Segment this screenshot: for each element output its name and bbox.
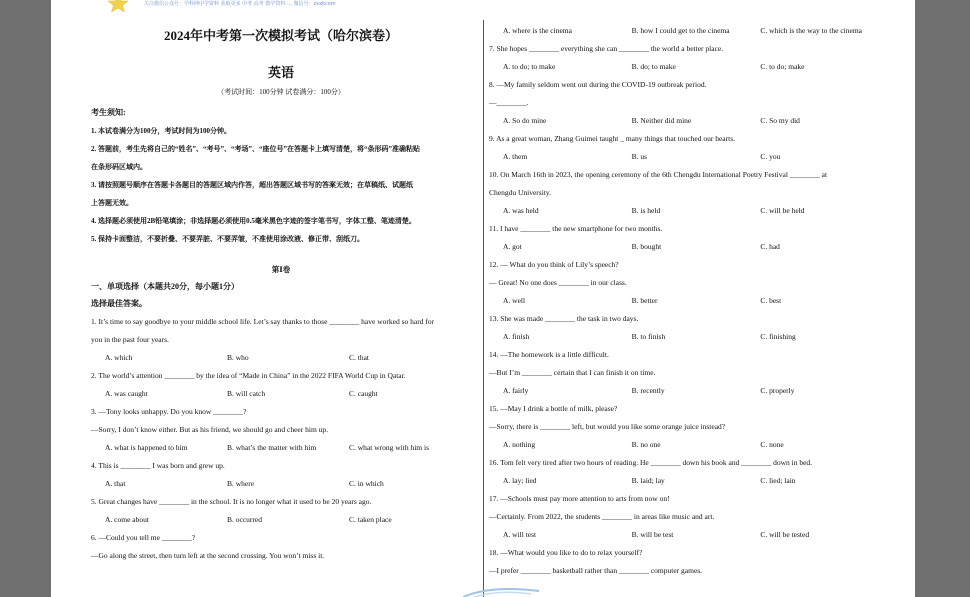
notice-item: 5. 保持卡面整洁，不要折叠、不要弄脏、不要弄皱，不准使用涂改液、修正带、刮纸刀。 xyxy=(91,235,364,243)
option-c: C. will be held xyxy=(760,206,805,215)
question-line: 4. This is ________ I was born and grew up. xyxy=(91,461,225,470)
question-line: Chengdu University. xyxy=(489,188,552,197)
question-line: 6. —Could you tell me ________? xyxy=(91,533,196,542)
notice-item: 1. 本试卷满分为100分，考试时间为100分钟。 xyxy=(91,127,231,135)
option-a: A. well xyxy=(503,296,526,305)
options-row xyxy=(489,328,889,346)
question-line: —________. xyxy=(489,98,529,107)
option-c: C. what wrong with him is xyxy=(349,443,429,452)
option-c: C. in which xyxy=(349,479,384,488)
question-line: 8. —My family seldom went out during the COVID-19 outbreak period. xyxy=(489,80,707,89)
options-row xyxy=(489,58,889,76)
question-line: —Sorry, I don’t know either. But as his friend, we should go and cheer him up. xyxy=(91,425,329,434)
options-row xyxy=(91,349,471,367)
options-row xyxy=(489,238,889,256)
option-a: A. to do; to make xyxy=(503,62,556,71)
options-row xyxy=(91,475,471,493)
option-b: B. who xyxy=(227,353,249,362)
option-b: B. is held xyxy=(631,206,661,215)
exam-page xyxy=(51,0,915,597)
option-a: A. was held xyxy=(503,206,539,215)
option-a: A. nothing xyxy=(503,440,536,449)
option-b: B. where xyxy=(227,479,255,488)
option-c: C. to do; make xyxy=(760,62,805,71)
notice-item: 2. 答题前，考生先将自己的“姓名”、“考号”、“考场”、“座位号”在答题卡上填写清楚，将“条形码”准确粘贴 xyxy=(91,145,420,153)
option-c: C. properly xyxy=(760,386,795,395)
exam-meta: （考试时间：100分钟 试卷满分：100分） xyxy=(217,88,345,96)
option-b: B. will be test xyxy=(631,530,674,539)
question-line: —But I’m ________ certain that I can finish it on time. xyxy=(489,368,656,377)
column-divider xyxy=(483,20,484,597)
question-line: 12. — What do you think of Lily’s speech? xyxy=(489,260,619,269)
option-a: A. fairly xyxy=(503,386,529,395)
section-heading: 一、单项选择（本题共20分，每小题1分） xyxy=(91,282,239,291)
options-row xyxy=(489,202,889,220)
option-c: C. had xyxy=(760,242,780,251)
question-line: 2. The world’s attention ________ by the idea of “Made in China” in the 2022 FIFA World Cup in Qatar. xyxy=(91,371,406,380)
option-c: C. best xyxy=(760,296,782,305)
right-column xyxy=(489,22,889,580)
question-line: 18. —What would you like to do to relax yourself? xyxy=(489,548,643,557)
option-b: B. Neither did mine xyxy=(631,116,692,125)
question-line: —Go along the street, then turn left at the second crossing. You won’t miss it. xyxy=(91,551,325,560)
question-line: — Great! No one does ________ in our class. xyxy=(489,278,627,287)
question-line: 14. —The homework is a little difficult. xyxy=(489,350,609,359)
option-c: C. which is the way to the cinema xyxy=(760,26,862,35)
option-b: B. occurred xyxy=(227,515,262,524)
notice-item: 在条形码区域内。 xyxy=(91,163,147,171)
question-line: 11. I have ________ the new smartphone for two months. xyxy=(489,224,663,233)
option-b: B. bought xyxy=(631,242,662,251)
right-questions xyxy=(489,22,889,580)
option-a: A. what is happened to him xyxy=(105,443,188,452)
question-line: —Sorry, there is ________ left, but would you like some orange juice instead? xyxy=(489,422,726,431)
part-label: 第Ⅰ卷 xyxy=(271,265,291,274)
options-row xyxy=(91,511,471,529)
options-row xyxy=(489,472,889,490)
question-line: 3. —Tony looks unhappy. Do you know ________? xyxy=(91,407,247,416)
question-line: 7. She hopes ________ everything she can ________ the world a better place. xyxy=(489,44,724,53)
option-c: C. that xyxy=(349,353,369,362)
options-row xyxy=(489,292,889,310)
question-line: 16. Tom felt very tired after two hours of reading. He ________ down his book and ________ down in bed. xyxy=(489,458,813,467)
options-row xyxy=(489,112,889,130)
option-a: A. was caught xyxy=(105,389,148,398)
question-line: 15. —May I drink a bottle of milk, please? xyxy=(489,404,618,413)
option-a: A. which xyxy=(105,353,133,362)
question-line: 17. —Schools must pay more attention to arts from now on! xyxy=(489,494,670,503)
question-line: 1. It’s time to say goodbye to your middle school life. Let’s say thanks to those ________ have worked so hard for xyxy=(91,317,435,326)
option-a: A. lay; lied xyxy=(503,476,537,485)
option-b: B. will catch xyxy=(227,389,266,398)
options-row xyxy=(489,436,889,454)
left-column xyxy=(91,18,471,565)
option-b: B. recently xyxy=(631,386,665,395)
notice-heading: 考生须知: xyxy=(91,108,126,117)
option-a: A. come about xyxy=(105,515,149,524)
question-line: —Certainly. From 2022, the students ________ in areas like music and art. xyxy=(489,512,715,521)
option-c: C. So my did xyxy=(760,116,800,125)
exam-title: 2024年中考第一次模拟考试（哈尔滨卷） xyxy=(163,28,398,43)
option-c: C. caught xyxy=(349,389,378,398)
option-b: B. to finish xyxy=(631,332,666,341)
option-b: B. us xyxy=(631,152,648,161)
question-line: 5. Great changes have ________ in the school. It is no longer what it used to be 20 years ago. xyxy=(91,497,372,506)
question-line: 10. On March 16th in 2023, the opening ceremony of the 6th Chengdu International Poetry Festival ________ at xyxy=(489,170,828,179)
options-row xyxy=(489,22,889,40)
option-b: B. laid; lay xyxy=(631,476,665,485)
option-c: C. taken place xyxy=(349,515,392,524)
question-line: 13. She was made ________ the task in two days. xyxy=(489,314,639,323)
option-c: C. you xyxy=(760,152,781,161)
notice-item: 4. 选择题必须使用2B铅笔填涂；非选择题必须使用0.5毫米黑色字迹的签字笔书写，字体工整、笔迹清楚。 xyxy=(91,217,416,225)
option-a: A. finish xyxy=(503,332,530,341)
notice-item: 3. 请按照题号顺序在答题卡各题目的答题区域内作答，超出答题区域书写的答案无效；在草稿纸、试题纸 xyxy=(91,181,413,189)
option-b: B. what’s the matter with him xyxy=(227,443,317,452)
option-c: C. none xyxy=(760,440,784,449)
question-line: you in the past four years. xyxy=(91,335,169,344)
options-row xyxy=(489,526,889,544)
options-row xyxy=(91,439,471,457)
star-logo-icon xyxy=(107,0,129,12)
exam-subject: 英语 xyxy=(267,65,294,80)
option-b: B. no one xyxy=(631,440,661,449)
option-a: A. will test xyxy=(503,530,537,539)
section-instruction: 选择最佳答案。 xyxy=(91,299,147,308)
option-b: B. do; to make xyxy=(631,62,676,71)
option-a: A. where is the cinema xyxy=(503,26,572,35)
option-b: B. better xyxy=(631,296,658,305)
question-line: —I prefer ________ basketball rather than ________ computer games. xyxy=(489,566,703,575)
options-row xyxy=(489,148,889,166)
question-line: 9. As a great woman, Zhang Guimei taught _ many things that touched our hearts. xyxy=(489,134,735,143)
option-c: C. lied; lain xyxy=(760,476,796,485)
option-a: A. them xyxy=(503,152,528,161)
option-a: A. got xyxy=(503,242,522,251)
option-a: A. that xyxy=(105,479,126,488)
option-c: C. finishing xyxy=(760,332,796,341)
header-note: 关注微信公众号：学科网中学资料 获取更多 中考 高考 教学资料 … 微信号：zxxkcom xyxy=(144,1,336,7)
options-row xyxy=(91,385,471,403)
options-row xyxy=(489,382,889,400)
option-c: C. will be tested xyxy=(760,530,810,539)
option-b: B. how I could get to the cinema xyxy=(631,26,730,35)
footer-swoosh-icon xyxy=(461,585,541,597)
notice-list xyxy=(91,122,471,248)
notice-item: 上答题无效。 xyxy=(91,199,133,207)
left-questions xyxy=(91,313,471,565)
option-a: A. So do mine xyxy=(503,116,547,125)
